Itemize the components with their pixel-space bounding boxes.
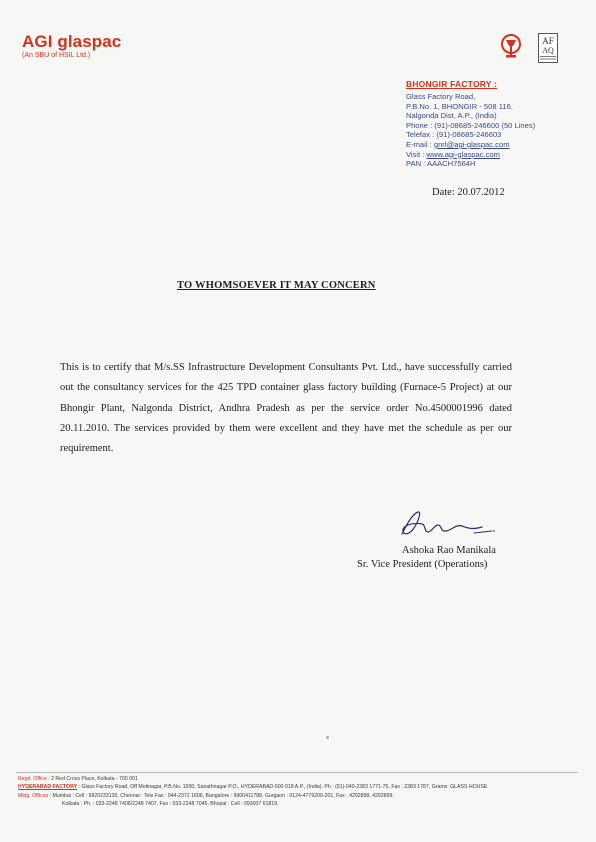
footer	[18, 775, 583, 808]
footer-hyd-text: : Glass Factory Road, Off Motinagar, P.B.No. 1930, Sanathnagar P.O., HYDERABAD-500 018 A.P., (India). Ph : (91)-040-2383 1771-75, Fax : 2383 1787, Grams: GLASS HOUSE	[78, 784, 488, 791]
factory-address-block	[406, 79, 535, 169]
svg-text:AQ: AQ	[542, 46, 554, 55]
website-link[interactable]: www.agi-glaspac.com	[426, 149, 500, 159]
company-brand	[22, 33, 121, 59]
factory-title: BHONGIR FACTORY :	[406, 79, 498, 89]
footer-hyderabad-factory	[18, 783, 583, 791]
footer-mktg-text: : Mumbai : Cell : 9820233135, Chennai : Tele Fax : 044-2372 1606, Bangalore : 9900411788, Gurgaon : 0124-4779200-201, Fax : 4292898, 4292899,	[49, 792, 394, 799]
footer-marketing-offices	[18, 792, 583, 800]
letter-body: This is to certify that M/s.SS Infrastructure Development Consultants Pvt. Ltd., have successfully carried out the consultancy services for the 425 TPD container glass factory building (Furnace-5 Project) at our Bhongir Plant, Nalgonda District, Andhra Pradesh as per the service order No.4500001996 dated 20.11.2010. The services provided by them were excellent and they have met the schedule as per our requirement.	[60, 362, 512, 455]
factory-address-line: Glass Factory Road,	[406, 92, 476, 101]
factory-pan: PAN : AAACH7564H	[406, 159, 476, 169]
footer-divider	[16, 772, 578, 773]
af-certification-logo-icon	[538, 33, 558, 63]
company-name: AGI glaspac	[22, 32, 122, 51]
email-label: E-mail :	[406, 139, 434, 149]
letter-subject: TO WHOMSOEVER IT MAY CONCERN	[177, 280, 376, 291]
footer-hyd-label: HYDERABAD FACTORY	[18, 784, 78, 791]
paper-speck	[326, 736, 329, 739]
company-subtitle: (An SBU of HSIL Ltd.)	[22, 52, 91, 59]
factory-telefax: Telefax : (91)-08685-246603	[406, 130, 502, 140]
factory-address-line: P.B.No. 1, BHONGIR - 508 116.	[406, 101, 513, 111]
svg-text:AF: AF	[542, 36, 554, 46]
factory-address-line: Nalgonda Dist, A.P., (India)	[406, 111, 497, 121]
signer-name: Ashoka Rao Manikala	[402, 545, 496, 556]
handwritten-signature-icon	[396, 506, 496, 546]
agi-logo-icon	[498, 34, 524, 60]
footer-mktg-label: Mktg. Offices	[18, 792, 49, 799]
factory-phone: Phone : (91)-08685-246600 (50 Lines)	[406, 120, 536, 130]
email-link[interactable]: gnrl@agi-glaspac.com	[433, 139, 510, 149]
letter-date: Date: 20.07.2012	[432, 187, 505, 198]
footer-regd-office	[18, 775, 583, 783]
footer-regd-text: : 2 Red Cross Place, Kolkata - 700 001	[48, 776, 138, 782]
signer-title: Sr. Vice President (Operations)	[357, 559, 488, 570]
footer-regd-label: Regd. Office	[18, 776, 47, 782]
footer-marketing-offices-cont: Kolkata : Ph. : 033-2248 7406/2248 7407, Fax : 033-2248 7045, Bhopal : Cell : 093007 61819.	[62, 800, 279, 807]
website-label: Visit :	[406, 149, 427, 159]
factory-email-row	[406, 140, 535, 150]
factory-website-row	[406, 150, 535, 160]
